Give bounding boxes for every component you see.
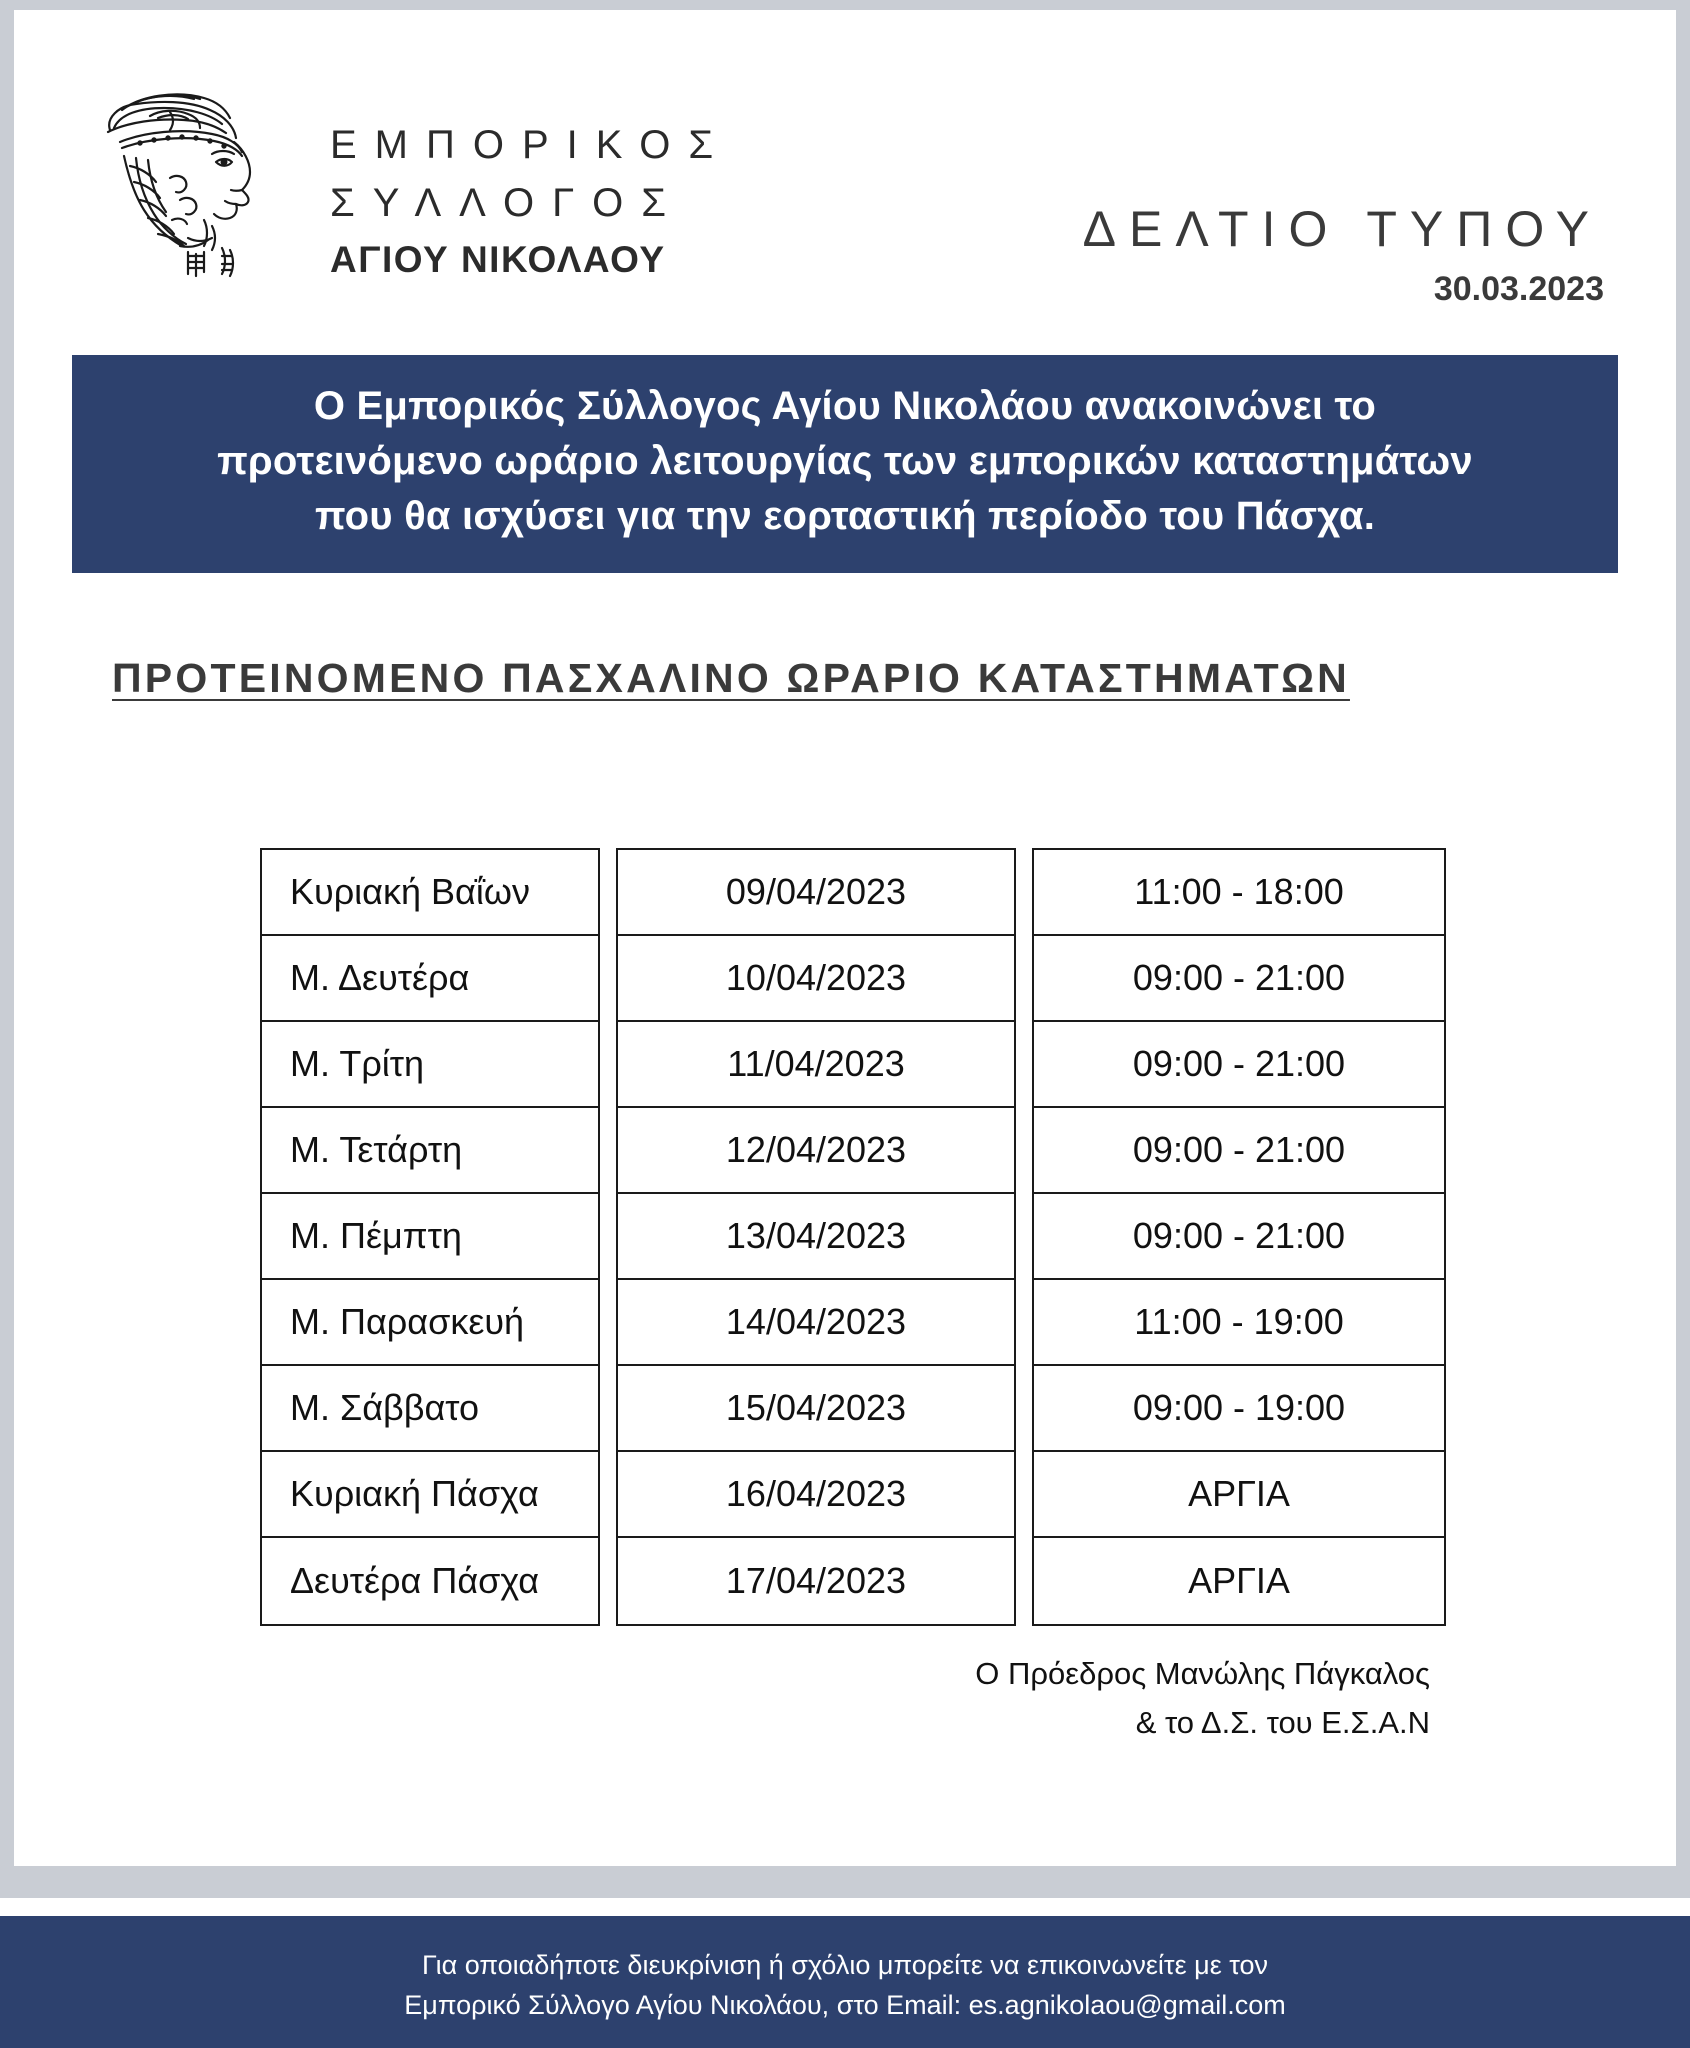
schedule-cell-hours: ΑΡΓΙΑ	[1034, 1452, 1444, 1538]
schedule-cell-day: Μ. Πέμπτη	[262, 1194, 598, 1280]
announcement-line-2: προτεινόμενο ωράριο λειτουργίας των εμπορικών καταστημάτων	[217, 439, 1473, 484]
contact-footer-line-1: Για οποιαδήποτε διευκρίνιση ή σχόλιο μπορείτε να επικοινωνείτε με τον	[421, 1949, 1269, 1980]
schedule-cell-hours: 09:00 - 21:00	[1034, 936, 1444, 1022]
schedule-cell-hours: 11:00 - 19:00	[1034, 1280, 1444, 1366]
schedule-cell-day: Μ. Τρίτη	[262, 1022, 598, 1108]
schedule-section-heading: ΠΡΟΤΕΙΝΟΜΕΝΟ ΠΑΣΧΑΛΙΝΟ ΩΡΑΡΙΟ ΚΑΤΑΣΤΗΜΑΤΩΝ	[112, 655, 1350, 701]
schedule-column-hours	[1032, 848, 1446, 1626]
schedule-cell-date: 12/04/2023	[618, 1108, 1014, 1194]
contact-footer	[0, 1916, 1690, 2048]
schedule-cell-date: 09/04/2023	[618, 850, 1014, 936]
schedule-cell-date: 15/04/2023	[618, 1366, 1014, 1452]
press-release-header-block	[1083, 200, 1604, 309]
document-sheet	[14, 10, 1676, 1866]
signature-block	[975, 1650, 1430, 1748]
schedule-cell-day: Μ. Τετάρτη	[262, 1108, 598, 1194]
announcement-line-1: Ο Εμπορικός Σύλλογος Αγίου Νικολάου ανακοινώνει το	[313, 384, 1377, 428]
hermes-winged-helmet-head-logo-icon	[84, 70, 284, 280]
schedule-cell-day: Μ. Σάββατο	[262, 1366, 598, 1452]
organization-name-line-2: ΣΥΛΛΟΓΟΣ	[330, 181, 685, 225]
schedule-cell-hours: 09:00 - 21:00	[1034, 1194, 1444, 1280]
schedule-cell-date: 16/04/2023	[618, 1452, 1014, 1538]
schedule-cell-date: 11/04/2023	[618, 1022, 1014, 1108]
press-release-title: ΔΕΛΤΙΟ ΤΥΠΟΥ	[1082, 201, 1602, 257]
easter-schedule-table	[260, 848, 1446, 1626]
schedule-cell-date: 17/04/2023	[725, 1560, 907, 1601]
schedule-cell-day: Μ. Δευτέρα	[262, 936, 598, 1022]
schedule-cell-date: 10/04/2023	[618, 936, 1014, 1022]
schedule-cell-hours: 09:00 - 21:00	[1034, 1108, 1444, 1194]
press-release-date: 30.03.2023	[1433, 270, 1604, 308]
schedule-column-date	[616, 848, 1016, 1626]
schedule-cell-day: Κυριακή Βαΐων	[262, 850, 598, 936]
schedule-cell-hours: 11:00 - 18:00	[1034, 850, 1444, 936]
schedule-cell-date: 14/04/2023	[618, 1280, 1014, 1366]
organization-name	[330, 70, 731, 288]
schedule-cell-day: Κυριακή Πάσχα	[262, 1452, 598, 1538]
document-header	[14, 10, 1676, 308]
schedule-cell-hours: 09:00 - 21:00	[1034, 1022, 1444, 1108]
schedule-cell-day: Δευτέρα Πάσχα	[290, 1560, 540, 1601]
signature-president: Ο Πρόεδρος Μανώλης Πάγκαλος	[975, 1656, 1430, 1691]
contact-footer-line-2: Εμπορικό Σύλλογο Αγίου Νικολάου, στο Email: es.agnikolaou@gmail.com	[404, 1990, 1286, 2020]
announcement-banner	[72, 355, 1618, 573]
footer-separator-gray	[0, 1872, 1690, 1898]
announcement-line-3: που θα ισχύσει για την εορταστική περίοδο του Πάσχα.	[314, 494, 1376, 539]
organization-logo-block	[84, 70, 731, 288]
schedule-cell-date: 13/04/2023	[618, 1194, 1014, 1280]
schedule-cell-hours: 09:00 - 19:00	[1034, 1366, 1444, 1452]
schedule-cell-hours: ΑΡΓΙΑ	[1188, 1560, 1290, 1601]
organization-name-line-1: ΕΜΠΟΡΙΚΟΣ	[330, 123, 732, 167]
signature-board: & το Δ.Σ. του Ε.Σ.Α.Ν	[1135, 1704, 1430, 1740]
schedule-column-day	[260, 848, 600, 1626]
organization-name-line-3: ΑΓΙΟΥ ΝΙΚΟΛΑΟΥ	[330, 239, 666, 280]
schedule-cell-day: Μ. Παρασκευή	[262, 1280, 598, 1366]
footer-separator-white	[0, 1898, 1690, 1916]
